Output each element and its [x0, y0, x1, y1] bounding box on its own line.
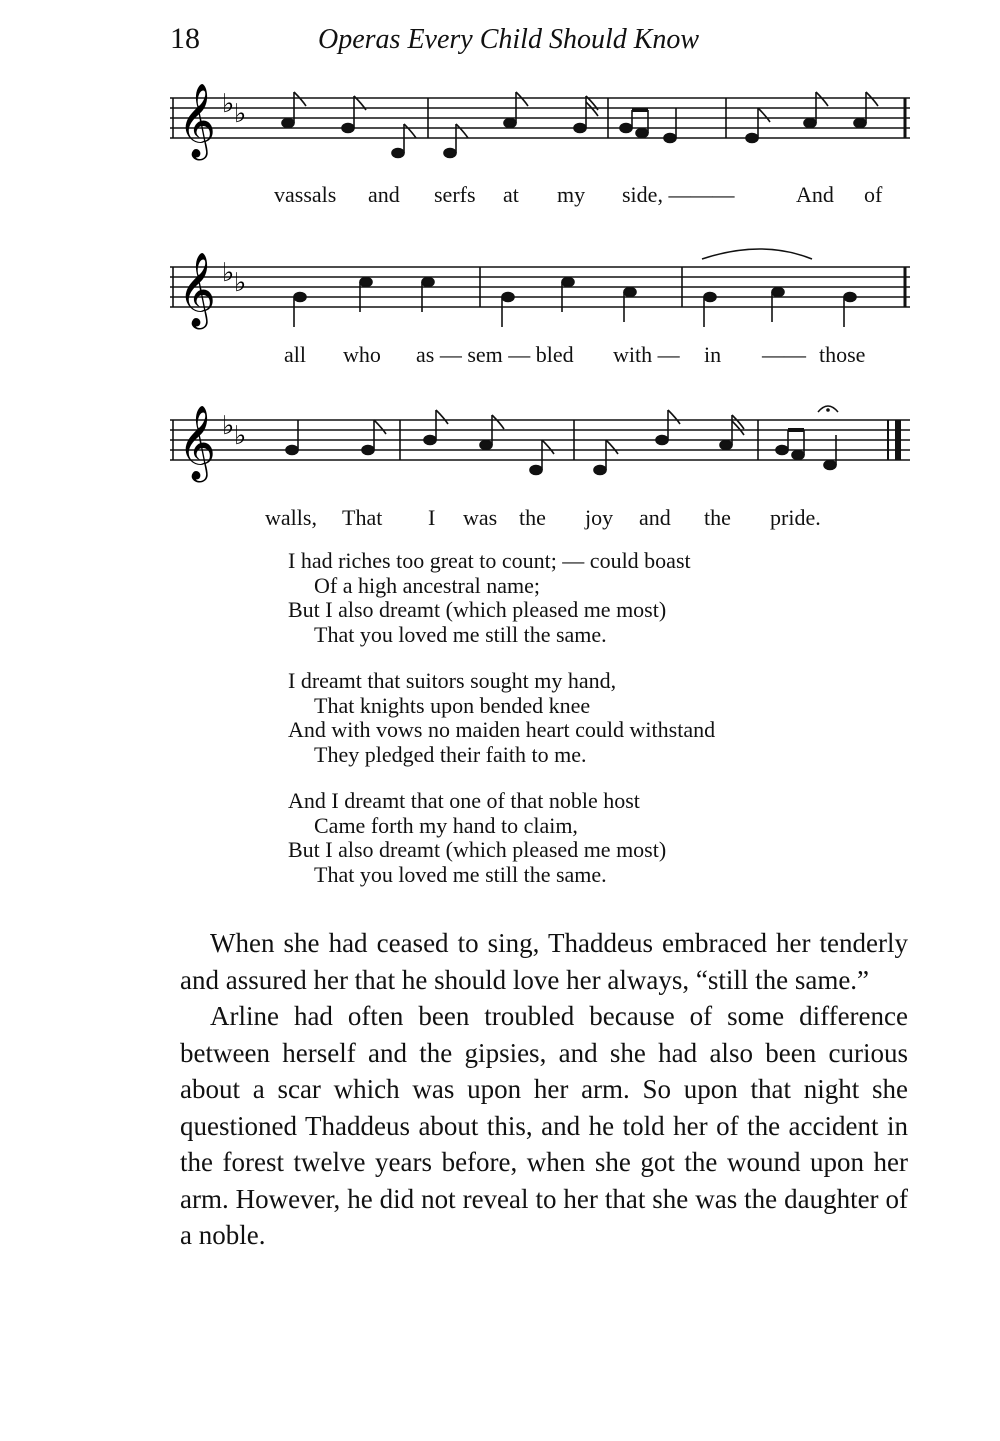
syllable: pride.	[770, 505, 821, 530]
verse-line: And I dreamt that one of that noble host	[288, 788, 640, 813]
svg-text:𝄞: 𝄞	[178, 253, 216, 327]
staff-2-notation	[170, 245, 910, 355]
syllable: side, ———	[622, 182, 735, 207]
syllable: was	[463, 505, 498, 530]
syllable: of	[864, 182, 883, 207]
syllable: and	[368, 182, 400, 207]
verse-line: I dreamt that suitors sought my hand,	[288, 668, 617, 693]
running-title: Operas Every Child Should Know	[318, 24, 700, 55]
svg-text:♭: ♭	[234, 99, 247, 129]
syllable: vassals	[274, 182, 337, 207]
music-staff-2	[170, 245, 910, 355]
syllable: serfs	[434, 182, 476, 207]
svg-text:♭: ♭	[222, 258, 235, 288]
svg-text:𝄞: 𝄞	[178, 406, 216, 480]
syllable: And	[796, 182, 834, 207]
body-text	[180, 925, 908, 1254]
syllable: the	[704, 505, 731, 530]
syllable: ——	[762, 342, 806, 367]
music-staff-3	[170, 398, 910, 508]
syllable: at	[503, 182, 519, 207]
verse-line: Of a high ancestral name;	[314, 572, 541, 598]
verse-line: And with vows no maiden heart could withstand	[288, 717, 716, 742]
page-number: 18	[170, 22, 200, 55]
svg-text:♭: ♭	[234, 268, 247, 298]
syllable: who	[343, 342, 381, 367]
syllable: in	[704, 342, 722, 367]
verse-line: They pledged their faith to me.	[314, 741, 587, 767]
song-verses	[288, 549, 848, 909]
syllable: my	[557, 182, 586, 207]
svg-text:♭: ♭	[234, 421, 247, 451]
svg-text:♭: ♭	[222, 411, 235, 441]
verse-line: Came forth my hand to claim,	[314, 812, 578, 838]
verse-line: That knights upon bended knee	[314, 692, 591, 718]
verse-line: I had riches too great to count; — could boast	[288, 548, 691, 573]
verse-line: That you loved me still the same.	[314, 861, 607, 887]
staff-1-notation	[170, 80, 910, 190]
syllable: and	[639, 505, 671, 530]
syllable: joy	[585, 505, 614, 530]
syllable: all	[284, 342, 306, 367]
lyrics-line-1	[170, 182, 910, 216]
syllable: I	[428, 505, 436, 530]
syllable: That	[342, 505, 383, 530]
verse-line: But I also dreamt (which pleased me most)	[288, 597, 667, 622]
svg-text:𝄞: 𝄞	[178, 84, 216, 158]
syllable: those	[819, 342, 866, 367]
verse-line: That you loved me still the same.	[314, 621, 607, 647]
lyrics-line-3	[170, 505, 910, 539]
page-header	[170, 22, 910, 62]
paragraph: When she had ceased to sing, Thaddeus embraced her tenderly and assured her that he should love her always, “still the same.”	[180, 928, 908, 995]
lyrics-line-2	[170, 342, 910, 376]
syllable: the	[519, 505, 546, 530]
stanza-1	[288, 549, 848, 647]
syllable: with —	[613, 342, 680, 367]
syllable: as — sem — bled	[416, 342, 574, 367]
stanza-3	[288, 789, 848, 887]
music-staff-1	[170, 80, 910, 190]
syllable: walls,	[265, 505, 317, 530]
paragraph: Arline had often been troubled because of some difference between herself and the gipsies, and she had also been curious about a scar which was upon her arm. So upon that night she questioned Thaddeus about this, and he told her of the accident in the forest twelve years before, when she got the wound upon her arm. However, he did not reveal to her that she was the daughter of a noble.	[180, 1001, 908, 1250]
stanza-2	[288, 669, 848, 767]
svg-text:♭: ♭	[222, 89, 235, 119]
verse-line: But I also dreamt (which pleased me most)	[288, 837, 667, 862]
staff-3-notation	[170, 398, 910, 508]
